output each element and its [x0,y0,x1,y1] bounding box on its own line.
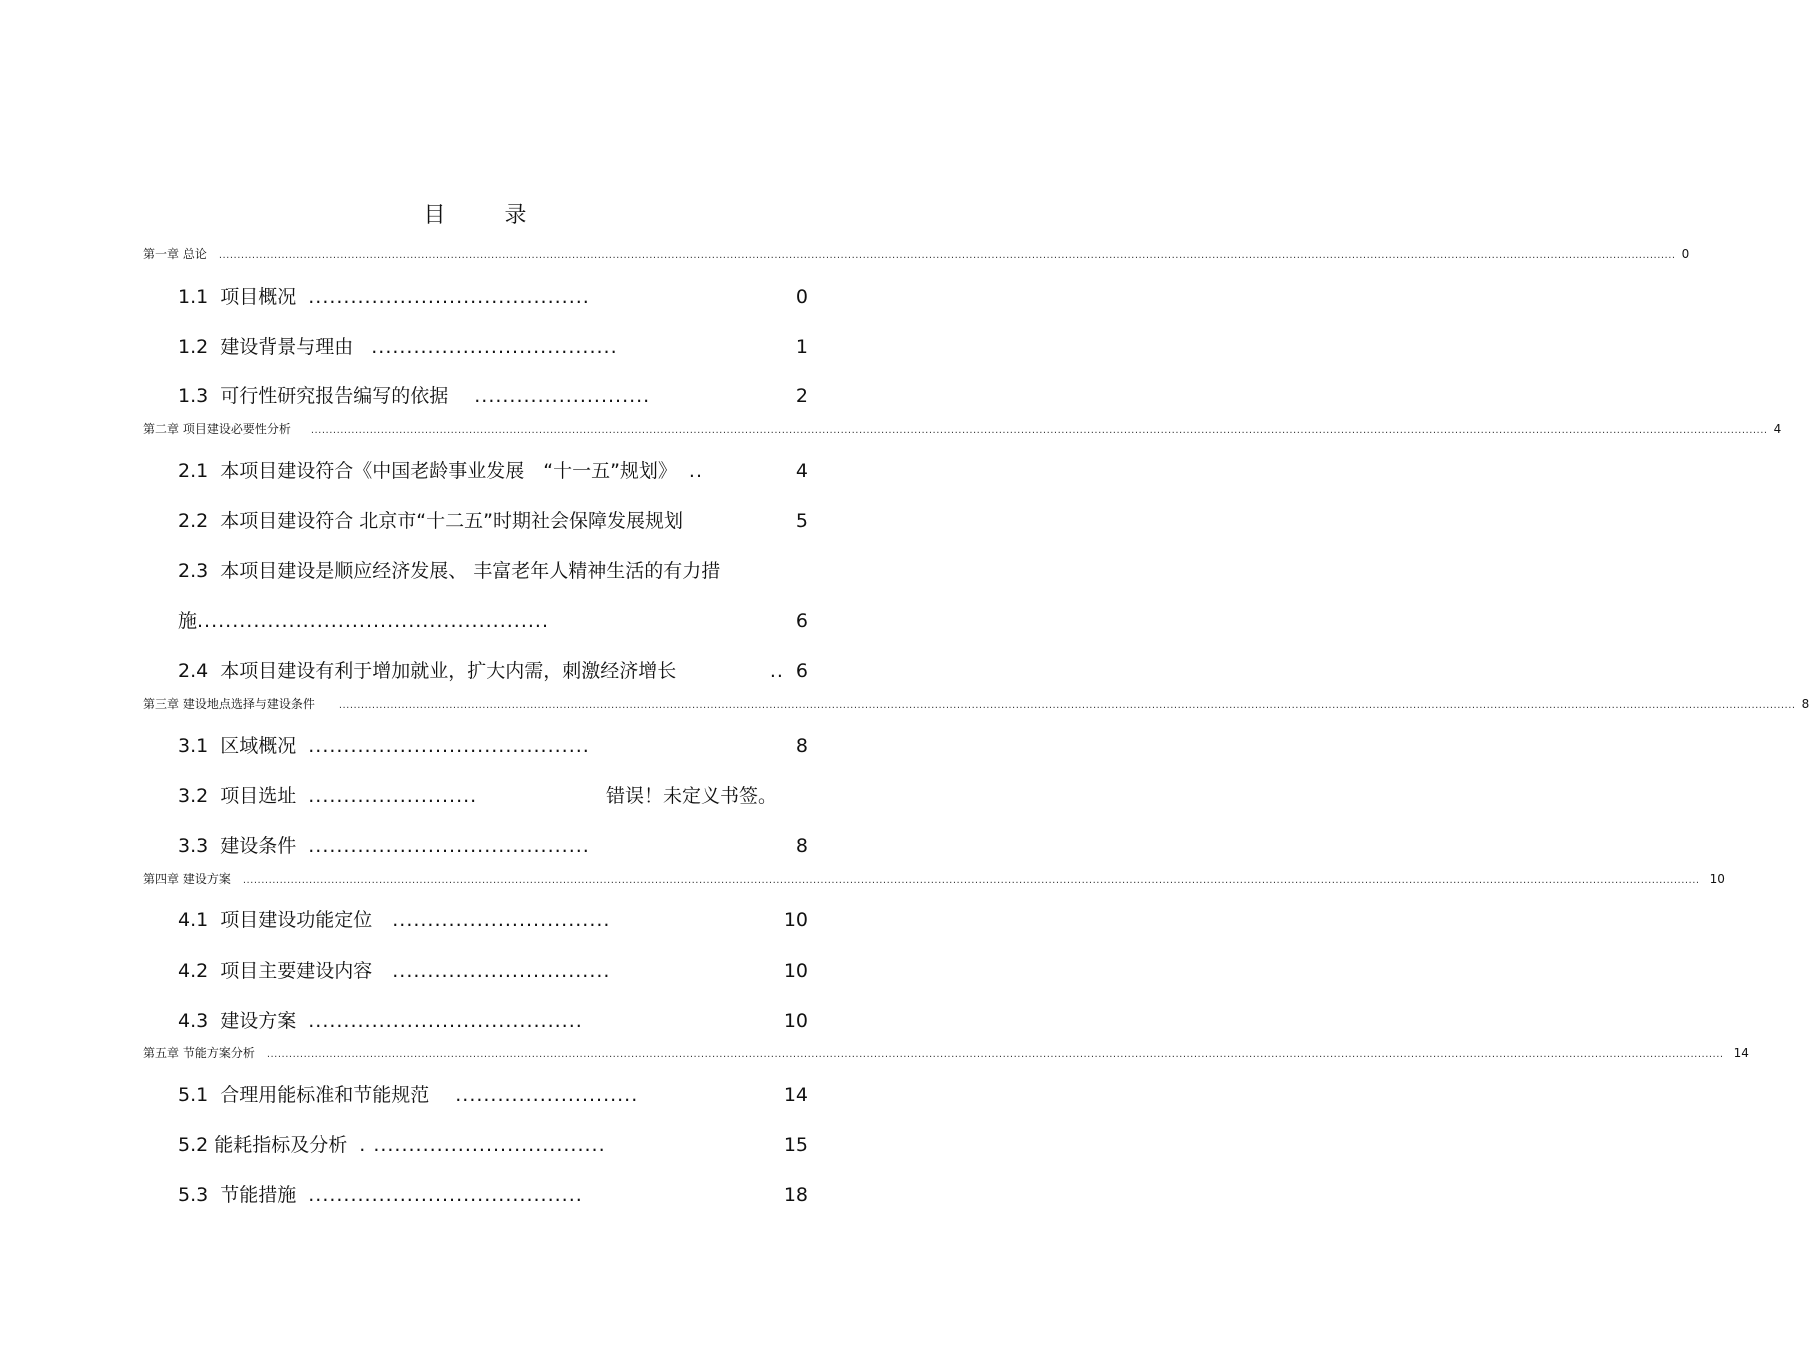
page-number: 5 [795,510,808,532]
page-number: 18 [783,1184,808,1206]
leader-dots: .. [688,460,704,482]
toc-chapter-3[interactable] [143,695,1809,712]
section-title: 项目建设功能定位 [220,909,373,931]
leader-dots: ....................................... [308,1010,583,1032]
chapter-label: 第四章 建设方案 [143,872,231,886]
section-title: 节能措施 [220,1184,297,1206]
section-title: 本项目建设符合 北京市“十二五”时期社会保障发展规划 [220,510,683,532]
leader-dots: ............................................................................................................................................................................................................................................................................................................................................................................................................ [218,250,1676,261]
toc-section-2-2[interactable] [178,506,808,533]
section-number: 2.3 [178,560,209,582]
section-title: 建设条件 [220,835,297,857]
toc-section-4-1[interactable] [178,905,808,932]
section-title: 项目主要建设内容 [220,960,373,982]
toc-chapter-2[interactable] [143,420,1782,437]
toc-section-2-4[interactable] [178,656,808,683]
section-number: 3.1 [178,735,209,757]
chapter-label: 第二章 项目建设必要性分析 [143,422,291,436]
toc-section-5-2[interactable] [178,1130,808,1157]
section-number: 3.3 [178,835,209,857]
section-title: 项目概况 [220,286,297,308]
section-title: 施 [178,610,198,632]
section-title: 可行性研究报告编写的依据 [220,385,449,407]
leader-dots: ............................................................................................................................................................................................................................................................................................................................................................................................................ [310,425,1768,436]
section-number: 3.2 [178,785,209,807]
page-number: 14 [783,1084,808,1106]
section-number: 4.1 [178,909,209,931]
section-number: 2.2 [178,510,209,532]
leader-dots: ............................... [392,960,611,982]
page-number: 10 [783,960,808,982]
toc-section-3-1[interactable] [178,731,808,758]
page-number: 0 [795,286,808,308]
toc-chapter-4[interactable] [143,870,1725,887]
page-number: 0 [1681,247,1690,261]
chapter-label: 第五章 节能方案分析 [143,1046,255,1060]
chapter-label: 第一章 总论 [143,247,207,261]
toc-section-1-3[interactable] [178,381,808,408]
section-title: 本项目建设符合《中国老龄事业发展 “十一五”规划》 [220,460,677,482]
leader-dots: ............................................................................................................................................................................................................................................................................................................................................................................................................ [266,1049,1724,1060]
page-number: 2 [795,385,808,407]
page-number: 1 [795,336,808,358]
section-title: 合理用能标准和节能规范 [220,1084,430,1106]
toc-chapter-1[interactable] [143,245,1690,262]
section-title: 项目选址 [220,785,297,807]
toc-chapter-5[interactable] [143,1044,1749,1061]
toc-section-5-3[interactable] [178,1180,808,1207]
toc-section-1-1[interactable] [178,282,808,309]
leader-dots: .................................................. [197,610,549,632]
section-title: 能耗指标及分析 [214,1134,348,1156]
page-number: 10 [783,909,808,931]
section-number: 5.2 [178,1134,209,1156]
leader-dots: . ................................. [359,1134,606,1156]
page-number: 6 [795,610,808,632]
toc-section-2-3[interactable] [178,556,808,583]
leader-dots: .......................... [455,1084,639,1106]
page-number: 14 [1733,1046,1749,1060]
section-number: 1.3 [178,385,209,407]
section-title: 建设背景与理由 [220,336,354,358]
bookmark-error-text: 错误！未定义书签。 [606,785,778,807]
leader-dots: ........................ [308,785,478,807]
leader-dots: ........................................ [308,835,590,857]
section-title: 本项目建设是顺应经济发展、 丰富老年人精神生活的有力措 [220,560,721,582]
section-number: 4.2 [178,960,209,982]
section-title: 本项目建设有利于增加就业，扩大内需，刺激经济增长 [220,660,677,682]
section-title: 区域概况 [220,735,297,757]
toc-section-2-3-continued[interactable] [178,606,808,633]
section-number: 2.4 [178,660,209,682]
section-number: 5.1 [178,1084,209,1106]
page-number: 8 [795,835,808,857]
leader-dots: ............................................................................................................................................................................................................................................................................................................................................................................................................ [338,700,1796,711]
page-number: 6 [795,660,808,682]
page-number: 8 [1801,697,1809,711]
section-number: 4.3 [178,1010,209,1032]
chapter-label: 第三章 建设地点选择与建设条件 [143,697,315,711]
leader-dots: ....................................... [308,1184,583,1206]
toc-section-4-3[interactable] [178,1006,808,1033]
toc-section-5-1[interactable] [178,1080,808,1107]
leader-dots: ........................................ [308,735,590,757]
page-number: 10 [783,1010,808,1032]
leader-dots: ............................................................................................................................................................................................................................................................................................................................................................................................................ [242,875,1700,886]
leader-dots: ........................................ [308,286,590,308]
section-number: 2.1 [178,460,209,482]
page-number: 4 [1773,422,1782,436]
leader-dots: ......................... [474,385,651,407]
toc-section-2-1[interactable] [178,456,808,483]
page-number: 4 [795,460,808,482]
toc-section-3-3[interactable] [178,831,808,858]
page-number: 10 [1709,872,1725,886]
leader-dots: ................................... [371,336,618,358]
toc-section-1-2[interactable] [178,332,808,359]
page-number: 15 [783,1134,808,1156]
page-number: 8 [795,735,808,757]
leader-dots: .. [769,660,784,682]
toc-title: 目 录 [423,203,553,228]
section-number: 1.1 [178,286,209,308]
section-title: 建设方案 [220,1010,297,1032]
section-number: 5.3 [178,1184,209,1206]
leader-dots: ............................... [392,909,611,931]
section-number: 1.2 [178,336,209,358]
toc-section-4-2[interactable] [178,956,808,983]
